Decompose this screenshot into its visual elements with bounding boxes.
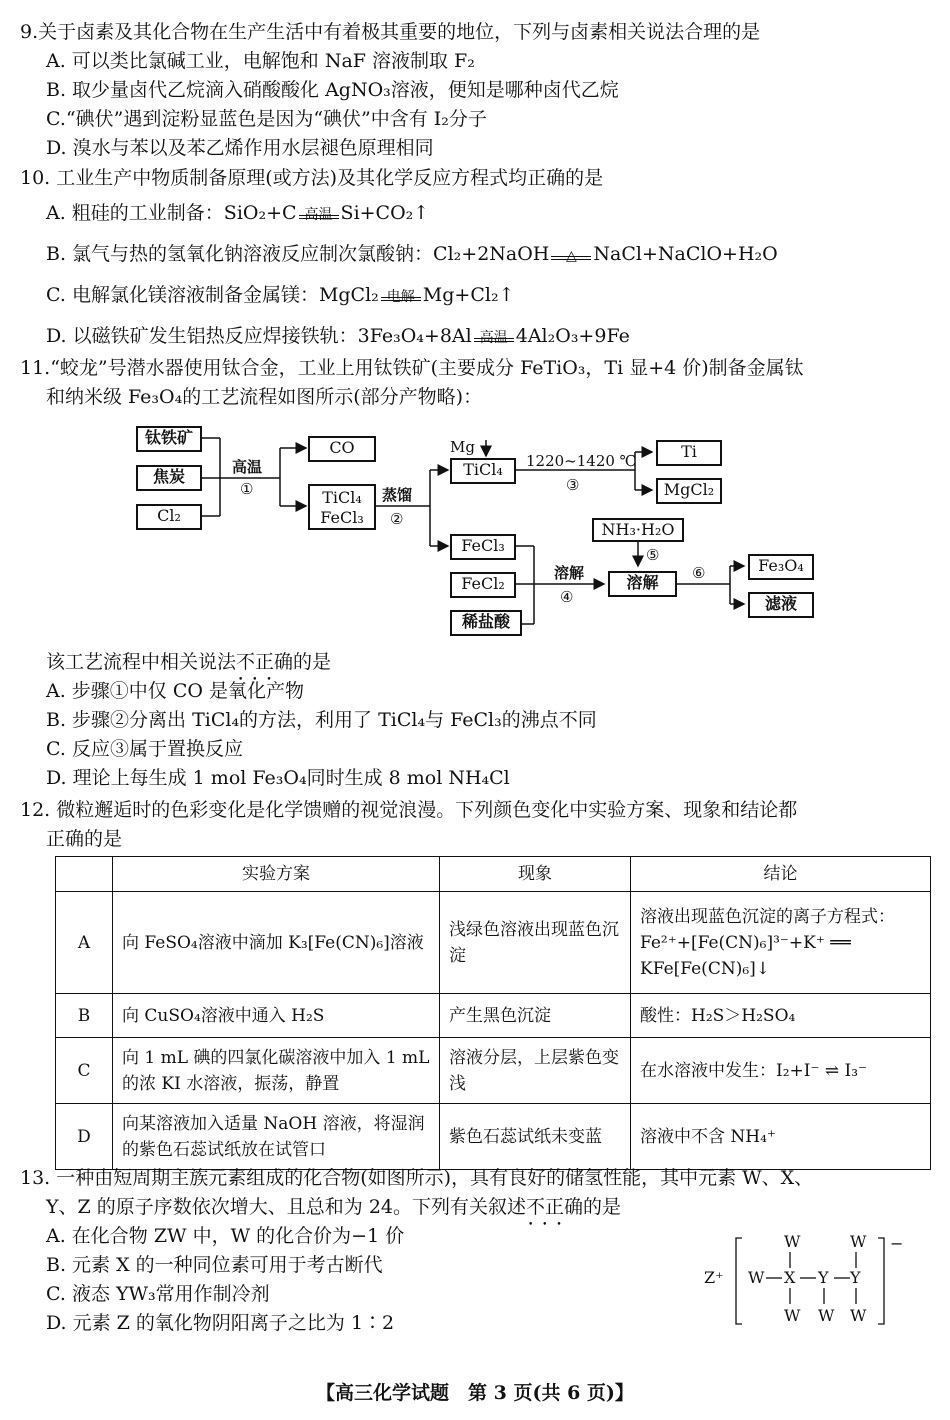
q11-stem-line1: 11.“蛟龙”号潜水器使用钛合金，工业上用钛铁矿(主要成分 FeTiO₃，Ti 显+4 价)制备金属钛 — [20, 357, 804, 379]
struct-w-bottom-1: W — [784, 1306, 801, 1325]
table-row — [56, 892, 931, 994]
table-header-row — [56, 857, 931, 892]
question-11-options — [20, 648, 935, 793]
struct-w-bottom-2: W — [818, 1306, 835, 1325]
box-co: CO — [308, 436, 376, 462]
q10-stem: 10. 工业生产中物质制备原理(或方法)及其化学反应方程式均正确的是 — [20, 167, 604, 189]
q10-b-condition: △ — [566, 248, 577, 264]
q9-option-d: D. 溴水与苯以及苯乙烯作用水层褪色原理相同 — [46, 137, 434, 159]
row-plan: 向 FeSO₄溶液中滴加 K₃[Fe(CN)₆]溶液 — [113, 892, 440, 994]
q13-option-b: B. 元素 X 的一种同位素可用于考古断代 — [46, 1254, 383, 1276]
q10-option-b — [20, 234, 935, 275]
q10-c-products: Mg+Cl₂↑ — [422, 284, 515, 306]
table-header-plan: 实验方案 — [113, 857, 440, 892]
box-coke: 焦炭 — [136, 465, 202, 491]
box-ticl4: TiCl₄ — [450, 458, 516, 484]
label-step-4: ④ — [560, 588, 574, 606]
q10-a-equation-sign — [297, 201, 341, 227]
box-fecl2: FeCl₂ — [450, 572, 516, 598]
q9-stem: 9.关于卤素及其化合物在生产生活中有着极其重要的地位，下列与卤素相关说法合理的是 — [20, 21, 761, 43]
q10-d-reactants: D. 以磁铁矿发生铝热反应焊接铁轨：3Fe₃O₄+8Al — [46, 325, 472, 347]
row-key: B — [56, 994, 113, 1038]
row-phenomenon: 溶液分层，上层紫色变浅 — [440, 1038, 631, 1104]
row-plan: 向 CuSO₄溶液中通入 H₂S — [113, 994, 440, 1038]
label-step-3: ③ — [566, 476, 580, 494]
process-flowchart — [130, 418, 830, 648]
q11-option-a: A. 步骤①中仅 CO 是氧化产物 — [46, 680, 304, 702]
q13-stem-line2 — [20, 1193, 935, 1222]
q11-question-post: 的是 — [293, 651, 332, 673]
label-step-6: ⑥ — [692, 564, 706, 582]
struct-y-right: Y — [850, 1268, 861, 1287]
q10-b-reactants: B. 氯气与热的氢氧化钠溶液反应制次氯酸钠：Cl₂+2NaOH — [46, 243, 550, 265]
q10-c-equation-sign — [379, 283, 423, 309]
compound-structure — [700, 1232, 910, 1332]
q13-option-a: A. 在化合物 ZW 中，W 的化合价为−1 价 — [46, 1225, 405, 1247]
row-conclusion: 溶液中不含 NH₄⁺ — [631, 1104, 931, 1170]
q10-d-condition: 高温 — [479, 330, 508, 346]
q10-a-condition: 高温 — [304, 207, 333, 223]
struct-w-top-right: W — [850, 1232, 867, 1251]
row-key: A — [56, 892, 113, 994]
q12-stem-line1: 12. 微粒邂逅时的色彩变化是化学馈赠的视觉浪漫。下列颜色变化中实验方案、现象和结论都 — [20, 799, 798, 821]
q13-stem-post: 的是 — [583, 1196, 622, 1218]
table-header-conclusion: 结论 — [631, 857, 931, 892]
q9-option-c: C.“碘伏”遇到淀粉显蓝色是因为“碘伏”中含有 I₂分子 — [46, 108, 487, 130]
row-conclusion: 在水溶液中发生：I₂+I⁻ ⇌ I₃⁻ — [631, 1038, 931, 1104]
struct-w-bottom-3: W — [850, 1306, 867, 1325]
label-mg: Mg — [450, 438, 475, 456]
box-ammonia: NH₃·H₂O — [592, 518, 684, 542]
q13-stem-line1: 13. 一种由短周期主族元素组成的化合物(如图所示)，具有良好的储氢性能，其中元素 W、X、 — [20, 1167, 814, 1189]
label-step-1: ① — [240, 480, 254, 498]
table-row — [56, 1038, 931, 1104]
question-10 — [20, 164, 935, 357]
box-ti: Ti — [656, 440, 722, 466]
structure-bonds — [700, 1232, 910, 1332]
box-mgcl2: MgCl₂ — [656, 478, 722, 504]
q10-a-products: Si+CO₂↑ — [340, 202, 430, 224]
page-footer: 【高三化学试题 第 3 页(共 6 页)】 — [316, 1382, 634, 1404]
label-step-5: ⑤ — [646, 546, 660, 564]
label-step-2: ② — [390, 510, 404, 528]
q9-option-a: A. 可以类比氯碱工业，电解饱和 NaF 溶液制取 F₂ — [46, 50, 475, 72]
row-key: D — [56, 1104, 113, 1170]
struct-w-left: W — [748, 1268, 765, 1287]
q13-stem-pre: Y、Z 的原子序数依次增大、且总和为 24。下列有关叙述 — [46, 1196, 527, 1218]
q11-stem-line2: 和纳米级 Fe₃O₄的工艺流程如图所示(部分产物略)： — [46, 386, 483, 408]
row-plan: 向某溶液加入适量 NaOH 溶液，将湿润的紫色石蕊试纸放在试管口 — [113, 1104, 440, 1170]
q10-a-reactants: A. 粗硅的工业制备：SiO₂+C — [46, 202, 297, 224]
box-ilmenite: 钛铁矿 — [136, 426, 202, 452]
box-fecl3: FeCl₃ — [450, 534, 516, 560]
row-plan: 向 1 mL 碘的四氯化碳溶液中加入 1 mL 的浓 KI 水溶液，振荡，静置 — [113, 1038, 440, 1104]
q10-option-a — [20, 193, 935, 234]
struct-charge: − — [890, 1234, 904, 1253]
row-conclusion: 溶液出现蓝色沉淀的离子方程式：Fe²⁺+[Fe(CN)₆]³⁻+K⁺ ══ KFe[Fe(CN)₆]↓ — [631, 892, 931, 994]
q10-option-c — [20, 275, 935, 316]
q11-option-d: D. 理论上每生成 1 mol Fe₃O₄同时生成 8 mol NH₄Cl — [46, 767, 510, 789]
question-9 — [20, 18, 935, 163]
struct-w-top-left: W — [784, 1232, 801, 1251]
q13-stem-emphasis: 不正确 • • • — [526, 1193, 583, 1222]
struct-x: X — [784, 1268, 796, 1287]
table-row — [56, 994, 931, 1038]
q10-b-products: NaCl+NaClO+H₂O — [593, 243, 778, 265]
q9-option-b: B. 取少量卤代乙烷滴入硝酸酸化 AgNO₃溶液，便知是哪种卤代乙烷 — [46, 79, 619, 101]
q10-c-condition: 电解 — [386, 289, 415, 305]
label-dissolve: 溶解 — [554, 564, 585, 582]
table-row — [56, 1104, 931, 1170]
box-chlorine: Cl₂ — [136, 504, 202, 530]
label-distill: 蒸馏 — [382, 486, 413, 504]
q10-d-equation-sign — [472, 324, 516, 350]
row-key: C — [56, 1038, 113, 1104]
q10-b-equation-sign — [549, 242, 593, 268]
row-conclusion: 酸性：H₂S＞H₂SO₄ — [631, 994, 931, 1038]
box-ticl4-label: TiCl₄ — [322, 488, 362, 507]
row-phenomenon: 浅绿色溶液出现蓝色沉淀 — [440, 892, 631, 994]
box-fe3o4: Fe₃O₄ — [748, 554, 814, 580]
struct-z-cation: Z⁺ — [704, 1268, 724, 1287]
q11-question-emphasis: 不正确 • • • — [236, 648, 293, 677]
q10-d-products: 4Al₂O₃+9Fe — [515, 325, 630, 347]
q12-stem-line2: 正确的是 — [46, 828, 123, 850]
question-12-stem — [20, 796, 935, 854]
q11-question-pre: 该工艺流程中相关说法 — [46, 651, 237, 673]
struct-y-middle: Y — [818, 1268, 829, 1287]
q13-option-c: C. 液态 YW₃常用作制冷剂 — [46, 1283, 270, 1305]
question-11-stem — [20, 354, 935, 412]
box-ticl4-fecl3 — [308, 484, 376, 530]
q10-c-reactants: C. 电解氯化镁溶液制备金属镁：MgCl₂ — [46, 284, 379, 306]
box-dissolve: 溶解 — [608, 571, 677, 597]
table-header-key — [56, 857, 113, 892]
q11-question — [20, 648, 935, 677]
row-phenomenon: 产生黑色沉淀 — [440, 994, 631, 1038]
box-filtrate: 滤液 — [748, 592, 814, 618]
box-dilute-hcl: 稀盐酸 — [450, 610, 522, 636]
q11-option-c: C. 反应③属于置换反应 — [46, 738, 243, 760]
q13-option-d: D. 元素 Z 的氧化物阴阳离子之比为 1∶2 — [46, 1312, 395, 1334]
label-high-temp: 高温 — [232, 458, 263, 476]
q11-option-b: B. 步骤②分离出 TiCl₄的方法，利用了 TiCl₄与 FeCl₃的沸点不同 — [46, 709, 597, 731]
label-temperature: 1220~1420 ℃ — [526, 452, 637, 470]
q10-option-d — [20, 316, 935, 357]
table-header-phenomenon: 现象 — [440, 857, 631, 892]
row-phenomenon: 紫色石蕊试纸未变蓝 — [440, 1104, 631, 1170]
box-fecl3-label: FeCl₃ — [320, 508, 364, 527]
experiment-table — [55, 856, 931, 1170]
